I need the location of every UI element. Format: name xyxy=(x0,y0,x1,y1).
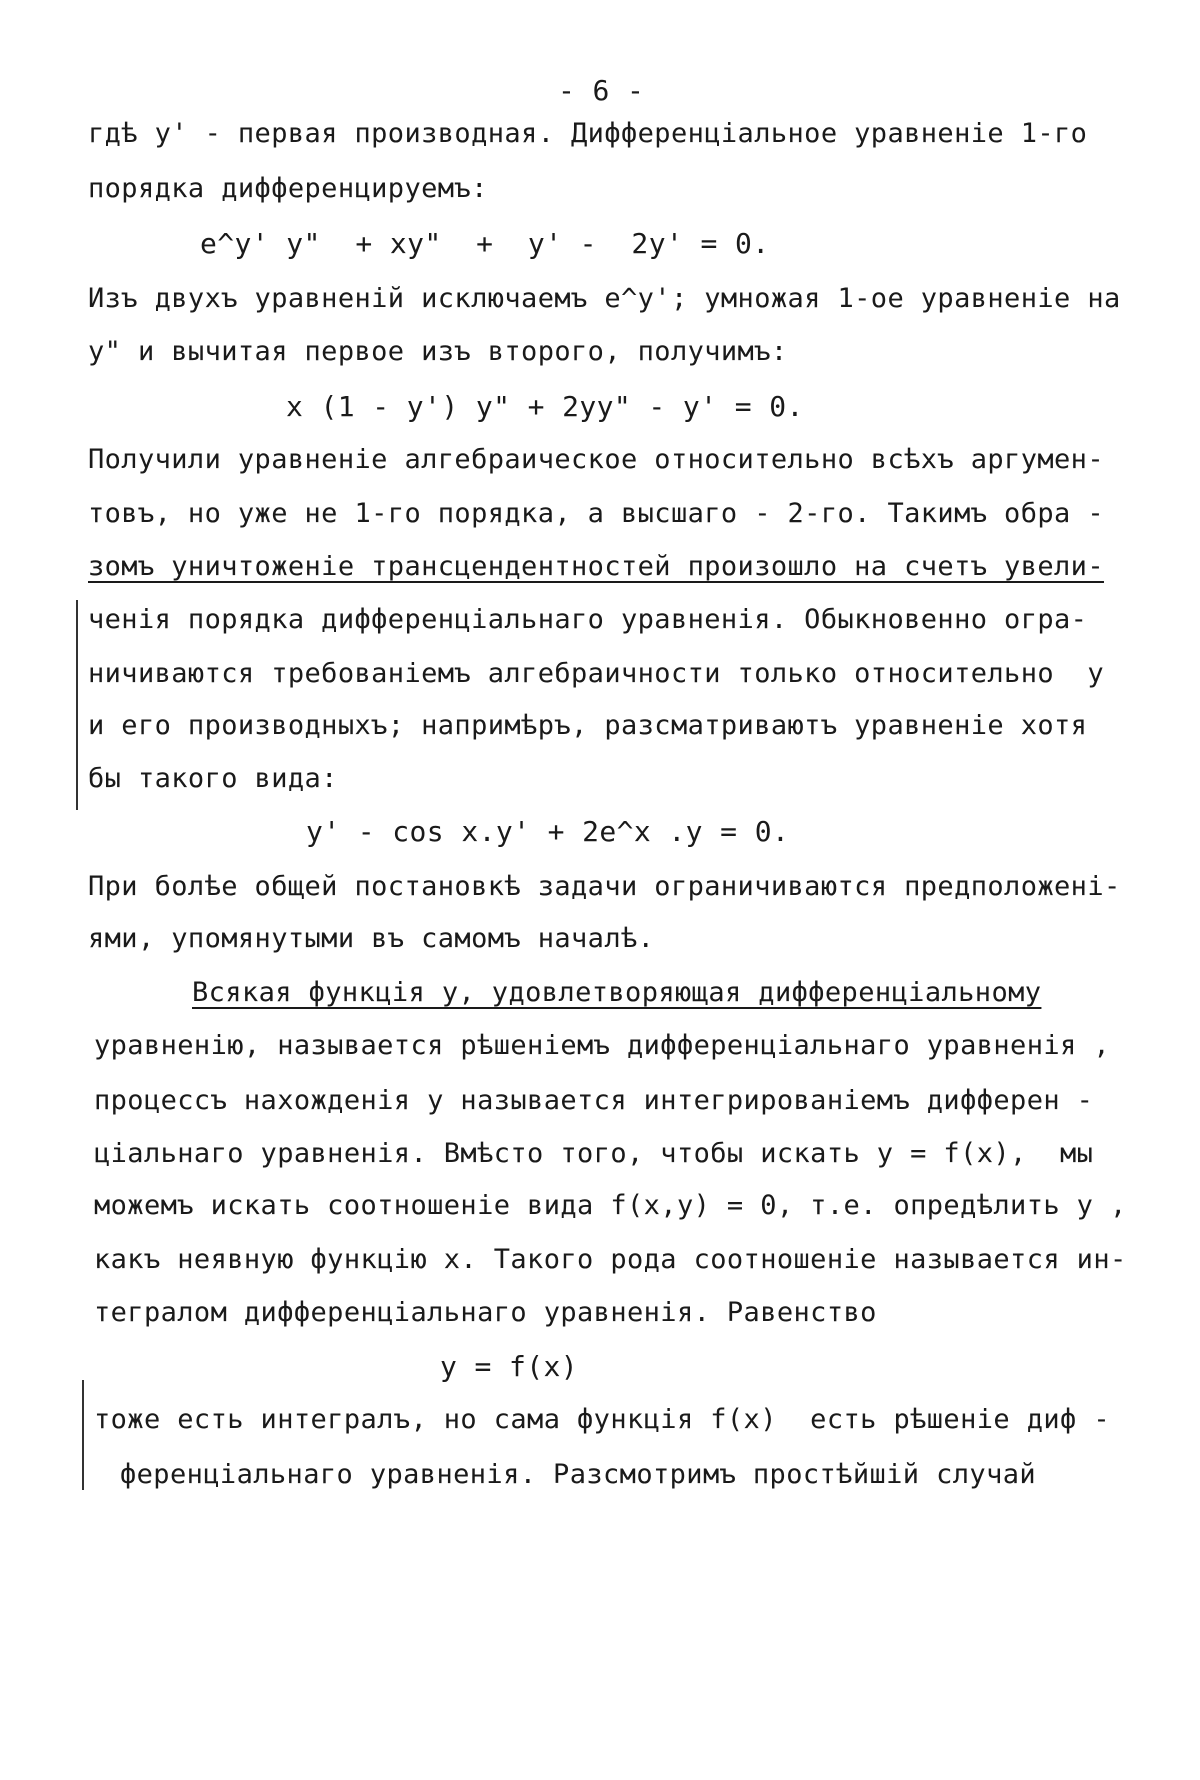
text-line-12: При болѣе общей постановкѣ задачи ограничиваются предположені- xyxy=(88,871,1121,902)
text-line-13: ями, упомянутыми въ самомъ началѣ. xyxy=(88,923,655,954)
text-line-22: ференціальнаго уравненія. Разсмотримъ простѣйшій случай xyxy=(120,1459,1037,1490)
text-line-20: тегралом дифференціальнаго уравненія. Равенство xyxy=(94,1297,877,1328)
equation-3: y' - cos x.y' + 2e^x .y = 0. xyxy=(306,815,790,848)
text-line-6: товъ, но уже не 1-го порядка, а высшаго - 2-го. Такимъ обра - xyxy=(88,498,1104,529)
equation-4: y = f(x) xyxy=(440,1350,579,1383)
text-line-7-underlined: зомъ уничтоженіе трансцендентностей произошло на счетъ увели- xyxy=(88,551,1104,582)
margin-bar-1 xyxy=(76,600,78,810)
text-line-5: Получили уравненіе алгебраическое относительно всѣхъ аргумен- xyxy=(88,444,1104,475)
text-line-19: какъ неявную функцію x. Такого рода соотношеніе называется ин- xyxy=(94,1244,1127,1275)
text-line-11: бы такого вида: xyxy=(88,763,338,794)
text-line-3: Изъ двухъ уравненій исключаемъ e^y'; умножая 1-ое уравненіе на xyxy=(88,283,1121,314)
text-line-15: уравненію, называется рѣшеніемъ дифференціальнаго уравненія , xyxy=(94,1030,1110,1061)
text-line-10: и его производныхъ; напримѣръ, разсматриваютъ уравненіе хотя xyxy=(88,710,1088,741)
text-line-8: ченія порядка дифференціальнаго уравненія. Обыкновенно огра- xyxy=(88,604,1088,635)
equation-1: e^y' y" + xy" + y' - 2y' = 0. xyxy=(200,227,770,260)
text-line-16: процессъ нахожденія y называется интегрированіемъ дифферен - xyxy=(94,1085,1094,1116)
text-line-21: тоже есть интегралъ, но сама функція f(x) есть рѣшеніе диф - xyxy=(94,1404,1110,1435)
equation-2: x (1 - y') y" + 2yy" - y' = 0. xyxy=(286,390,804,423)
text-line-4: y" и вычитая первое изъ второго, получимъ: xyxy=(88,336,788,367)
text-line-2: порядка дифференцируемъ: xyxy=(88,173,488,204)
page-number: - 6 - xyxy=(558,74,645,107)
text-line-1: гдѣ y' - первая производная. Дифференціальное уравненіе 1-го xyxy=(88,118,1088,149)
text-line-9: ничиваются требованіемъ алгебраичности только относительно y xyxy=(88,658,1104,689)
text-line-18: можемъ искать соотношеніе вида f(x,y) = 0, т.е. опредѣлить y , xyxy=(94,1190,1127,1221)
text-line-14: Всякая функція y, удовлетворяющая дифференціальному xyxy=(192,977,1042,1008)
text-line-17: ціальнаго уравненія. Вмѣсто того, чтобы искать y = f(x), мы xyxy=(94,1138,1094,1169)
margin-bar-2 xyxy=(82,1380,84,1490)
